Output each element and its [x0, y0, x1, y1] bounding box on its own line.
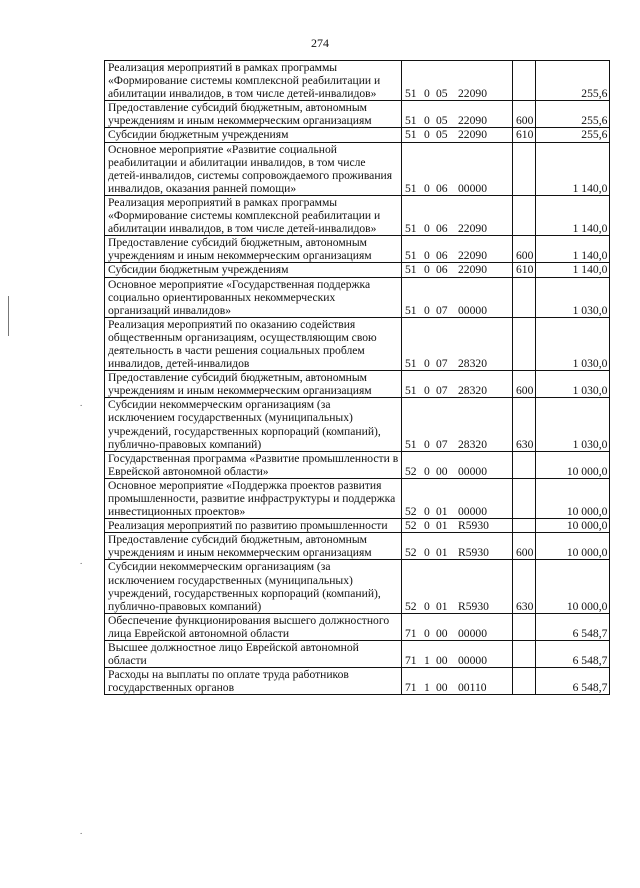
row-name: Реализация мероприятий в рамках программы «Формирование системы комплексной реабилитации и абилитации инвалидов, в том числе детей-инвалидов» [105, 61, 402, 101]
table-row [105, 61, 610, 101]
code-subprogram: 0 [424, 384, 430, 398]
row-expense-type: 610 [513, 263, 536, 277]
code-direction: 28320 [458, 384, 487, 398]
code-measure: 05 [436, 128, 448, 142]
code-program: 71 [405, 681, 417, 695]
row-name: Предоставление субсидий бюджетным, автономным учреждениям и иным некоммерческим организациям [105, 236, 402, 263]
code-subprogram: 0 [424, 599, 430, 613]
row-name: Предоставление субсидий бюджетным, автономным учреждениям и иным некоммерческим организациям [105, 101, 402, 128]
code-program: 52 [405, 546, 417, 560]
code-program: 51 [405, 303, 417, 317]
row-name: Основное мероприятие «Поддержка проектов развития промышленности, развитие инфраструктуры и поддержка инвестиционных проектов» [105, 478, 402, 518]
code-measure: 06 [436, 222, 448, 236]
scan-speck: . [80, 826, 83, 836]
row-amount: 1 030,0 [536, 371, 610, 398]
code-measure: 05 [436, 87, 448, 101]
row-expense-type: 600 [513, 533, 536, 560]
row-expense-type [513, 641, 536, 668]
code-program: 71 [405, 626, 417, 640]
row-amount: 1 030,0 [536, 398, 610, 451]
code-direction: 00000 [458, 505, 487, 519]
row-expense-type [513, 142, 536, 195]
scan-speck: . [80, 556, 83, 566]
row-name: Предоставление субсидий бюджетным, автономным учреждениям и иным некоммерческим организациям [105, 533, 402, 560]
page-number: 274 [311, 36, 329, 50]
code-direction: 22090 [458, 114, 487, 128]
code-subprogram: 0 [424, 222, 430, 236]
row-amount: 6 548,7 [536, 641, 610, 668]
code-direction: 28320 [458, 357, 487, 371]
code-subprogram: 0 [424, 114, 430, 128]
code-program: 51 [405, 114, 417, 128]
code-subprogram: 0 [424, 181, 430, 195]
code-direction: 22090 [458, 222, 487, 236]
row-name: Основное мероприятие «Государственная поддержка социально ориентированных некоммерческих организаций инвалидов» [105, 277, 402, 317]
code-measure: 00 [436, 654, 448, 668]
row-name: Обеспечение функционирования высшего должностного лица Еврейской автономной области [105, 613, 402, 640]
row-amount: 1 030,0 [536, 277, 610, 317]
table-row [105, 263, 610, 277]
row-amount: 6 548,7 [536, 613, 610, 640]
budget-table-body [105, 61, 610, 695]
row-code [402, 478, 513, 518]
table-row [105, 128, 610, 142]
row-code [402, 668, 513, 695]
budget-table [104, 60, 610, 695]
code-subprogram: 0 [424, 263, 430, 277]
row-expense-type: 610 [513, 128, 536, 142]
code-subprogram: 0 [424, 437, 430, 451]
row-expense-type [513, 61, 536, 101]
code-program: 71 [405, 654, 417, 668]
table-row [105, 195, 610, 235]
code-program: 51 [405, 249, 417, 263]
row-code [402, 317, 513, 370]
row-amount: 1 140,0 [536, 195, 610, 235]
table-row [105, 519, 610, 533]
code-measure: 01 [436, 505, 448, 519]
row-code [402, 451, 513, 478]
table-row [105, 277, 610, 317]
table-row [105, 317, 610, 370]
code-direction: 00000 [458, 654, 487, 668]
row-name: Расходы на выплаты по оплате труда работников государственных органов [105, 668, 402, 695]
row-expense-type: 600 [513, 371, 536, 398]
code-measure: 07 [436, 357, 448, 371]
table-row [105, 451, 610, 478]
row-amount: 10 000,0 [536, 560, 610, 613]
row-amount: 255,6 [536, 128, 610, 142]
row-code [402, 142, 513, 195]
table-row [105, 668, 610, 695]
row-expense-type [513, 478, 536, 518]
margin-mark [8, 296, 9, 336]
code-subprogram: 0 [424, 626, 430, 640]
code-direction: R5930 [458, 599, 489, 613]
row-name: Субсидии некоммерческим организациям (за исключением государственных (муниципальных) учреждений, государственных корпораций (компаний), публично-правовых компаний) [105, 560, 402, 613]
row-name: Реализация мероприятий по оказанию содействия общественным организациям, осуществляющим свою деятельность в части решения социальных проблем инвалидов, детей-инвалидов [105, 317, 402, 370]
code-measure: 06 [436, 181, 448, 195]
code-measure: 06 [436, 249, 448, 263]
row-code [402, 236, 513, 263]
row-code [402, 560, 513, 613]
code-program: 52 [405, 464, 417, 478]
table-row [105, 533, 610, 560]
code-measure: 07 [436, 303, 448, 317]
code-direction: 22090 [458, 249, 487, 263]
row-code [402, 263, 513, 277]
row-name: Субсидии бюджетным учреждениям [105, 128, 402, 142]
row-name: Государственная программа «Развитие промышленности в Еврейской автономной области» [105, 451, 402, 478]
row-amount: 10 000,0 [536, 519, 610, 533]
row-expense-type [513, 195, 536, 235]
row-amount: 1 030,0 [536, 317, 610, 370]
code-measure: 01 [436, 519, 448, 533]
code-subprogram: 0 [424, 303, 430, 317]
table-row [105, 478, 610, 518]
code-direction: 00000 [458, 303, 487, 317]
code-subprogram: 0 [424, 249, 430, 263]
code-direction: 22090 [458, 87, 487, 101]
code-direction: R5930 [458, 519, 489, 533]
code-subprogram: 1 [424, 681, 430, 695]
table-row [105, 236, 610, 263]
code-program: 51 [405, 87, 417, 101]
code-program: 52 [405, 519, 417, 533]
row-code [402, 519, 513, 533]
code-measure: 07 [436, 384, 448, 398]
code-program: 51 [405, 437, 417, 451]
table-row [105, 641, 610, 668]
code-program: 51 [405, 181, 417, 195]
table-row [105, 142, 610, 195]
code-measure: 01 [436, 546, 448, 560]
row-amount: 10 000,0 [536, 478, 610, 518]
row-expense-type [513, 668, 536, 695]
code-program: 51 [405, 128, 417, 142]
row-amount: 10 000,0 [536, 451, 610, 478]
row-code [402, 195, 513, 235]
code-subprogram: 0 [424, 519, 430, 533]
code-program: 51 [405, 222, 417, 236]
row-amount: 6 548,7 [536, 668, 610, 695]
row-amount: 255,6 [536, 61, 610, 101]
code-subprogram: 0 [424, 505, 430, 519]
code-measure: 05 [436, 114, 448, 128]
row-code [402, 277, 513, 317]
table-row [105, 613, 610, 640]
table-row [105, 101, 610, 128]
code-subprogram: 0 [424, 357, 430, 371]
row-name: Субсидии бюджетным учреждениям [105, 263, 402, 277]
row-code [402, 371, 513, 398]
row-expense-type [513, 519, 536, 533]
row-name: Реализация мероприятий по развитию промышленности [105, 519, 402, 533]
table-row [105, 560, 610, 613]
row-amount: 1 140,0 [536, 263, 610, 277]
code-program: 51 [405, 357, 417, 371]
row-code [402, 533, 513, 560]
row-expense-type [513, 451, 536, 478]
code-subprogram: 1 [424, 654, 430, 668]
row-name: Субсидии некоммерческим организациям (за исключением государственных (муниципальных) учреждений, государственных корпораций (компаний), публично-правовых компаний) [105, 398, 402, 451]
row-expense-type [513, 613, 536, 640]
row-code [402, 128, 513, 142]
row-code [402, 641, 513, 668]
code-measure: 01 [436, 599, 448, 613]
code-direction: 22090 [458, 263, 487, 277]
code-program: 52 [405, 599, 417, 613]
code-direction: R5930 [458, 546, 489, 560]
row-expense-type: 630 [513, 398, 536, 451]
row-code [402, 398, 513, 451]
row-name: Предоставление субсидий бюджетным, автономным учреждениям и иным некоммерческим организациям [105, 371, 402, 398]
code-direction: 00000 [458, 626, 487, 640]
row-amount: 255,6 [536, 101, 610, 128]
code-measure: 06 [436, 263, 448, 277]
table-row [105, 371, 610, 398]
code-measure: 00 [436, 464, 448, 478]
row-amount: 10 000,0 [536, 533, 610, 560]
row-expense-type: 600 [513, 236, 536, 263]
row-name: Высшее должностное лицо Еврейской автономной области [105, 641, 402, 668]
row-expense-type: 630 [513, 560, 536, 613]
row-code [402, 61, 513, 101]
code-measure: 00 [436, 626, 448, 640]
code-subprogram: 0 [424, 87, 430, 101]
code-measure: 07 [436, 437, 448, 451]
scan-speck: . [80, 398, 83, 408]
code-program: 51 [405, 384, 417, 398]
code-direction: 22090 [458, 128, 487, 142]
code-program: 52 [405, 505, 417, 519]
row-code [402, 101, 513, 128]
row-name: Основное мероприятие «Развитие социальной реабилитации и абилитации инвалидов, в том числе детей-инвалидов, системы сопровождаемого проживания инвалидов, оказания ранней помощи» [105, 142, 402, 195]
code-measure: 00 [436, 681, 448, 695]
code-subprogram: 0 [424, 546, 430, 560]
code-direction: 28320 [458, 437, 487, 451]
code-program: 51 [405, 263, 417, 277]
code-direction: 00110 [458, 681, 487, 695]
row-expense-type [513, 277, 536, 317]
row-expense-type: 600 [513, 101, 536, 128]
row-code [402, 613, 513, 640]
row-expense-type [513, 317, 536, 370]
code-subprogram: 0 [424, 128, 430, 142]
row-amount: 1 140,0 [536, 236, 610, 263]
code-direction: 00000 [458, 181, 487, 195]
table-row [105, 398, 610, 451]
code-subprogram: 0 [424, 464, 430, 478]
row-name: Реализация мероприятий в рамках программы «Формирование системы комплексной реабилитации и абилитации инвалидов, в том числе детей-инвалидов» [105, 195, 402, 235]
row-amount: 1 140,0 [536, 142, 610, 195]
code-direction: 00000 [458, 464, 487, 478]
